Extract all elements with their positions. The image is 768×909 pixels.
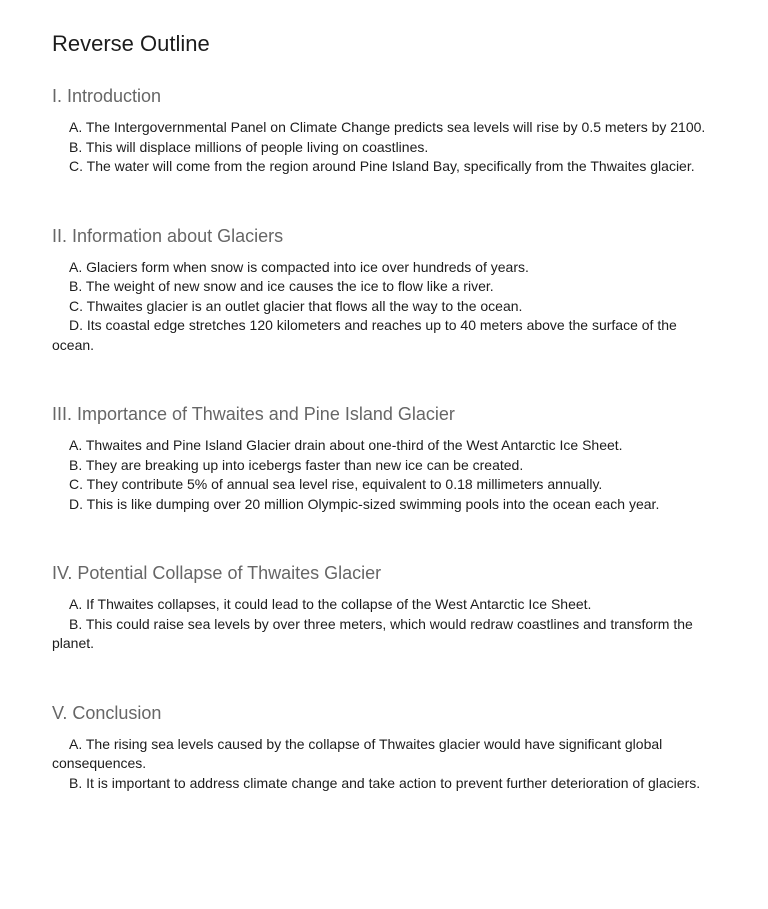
section-heading: III. Importance of Thwaites and Pine Island Glacier — [52, 404, 455, 424]
document-title: Reverse Outline — [52, 31, 210, 56]
section-heading: I. Introduction — [52, 86, 162, 106]
section-introduction — [52, 86, 716, 177]
outline-item: B. This could raise sea levels by over three meters, which would redraw coastlines and transform the planet. — [52, 615, 693, 651]
section-heading: IV. Potential Collapse of Thwaites Glacier — [52, 563, 382, 583]
outline-item: A. If Thwaites collapses, it could lead to the collapse of the West Antarctic Ice Sheet. — [69, 596, 592, 612]
outline-item: D. This is like dumping over 20 million Olympic-sized swimming pools into the ocean each year. — [69, 495, 660, 512]
outline-item: C. They contribute 5% of annual sea level rise, equivalent to 0.18 millimeters annually. — [69, 476, 603, 492]
outline-item: C. The water will come from the region around Pine Island Bay, specifically from the Thwaites glacier. — [69, 158, 695, 174]
outline-item: C. Thwaites glacier is an outlet glacier that flows all the way to the ocean. — [69, 297, 523, 314]
outline-item: A. The Intergovernmental Panel on Climate Change predicts sea levels will rise by 0.5 meters by 2100. — [69, 119, 706, 135]
section-information-about-glaciers — [52, 226, 716, 356]
outline-item: B. The weight of new snow and ice causes the ice to flow like a river. — [69, 278, 494, 294]
outline-item: B. They are breaking up into icebergs faster than new ice can be created. — [69, 456, 524, 473]
section-heading: V. Conclusion — [52, 702, 162, 723]
section-importance-of-thwaites — [52, 404, 716, 514]
outline-item: A. Thwaites and Pine Island Glacier drain about one-third of the West Antarctic Ice Sheet. — [69, 437, 623, 453]
section-potential-collapse — [52, 563, 716, 654]
outline-item: D. Its coastal edge stretches 120 kilometers and reaches up to 40 meters above the surface of the ocean. — [52, 317, 677, 353]
section-conclusion — [52, 703, 716, 794]
outline-item: B. This will displace millions of people living on coastlines. — [69, 138, 429, 155]
section-heading: II. Information about Glaciers — [52, 225, 284, 246]
outline-item: A. Glaciers form when snow is compacted into ice over hundreds of years. — [69, 258, 529, 275]
outline-item: B. It is important to address climate change and take action to prevent further deterioration of glaciers. — [69, 774, 701, 791]
outline-item: A. The rising sea levels caused by the collapse of Thwaites glacier would have significant global consequences. — [52, 735, 663, 771]
